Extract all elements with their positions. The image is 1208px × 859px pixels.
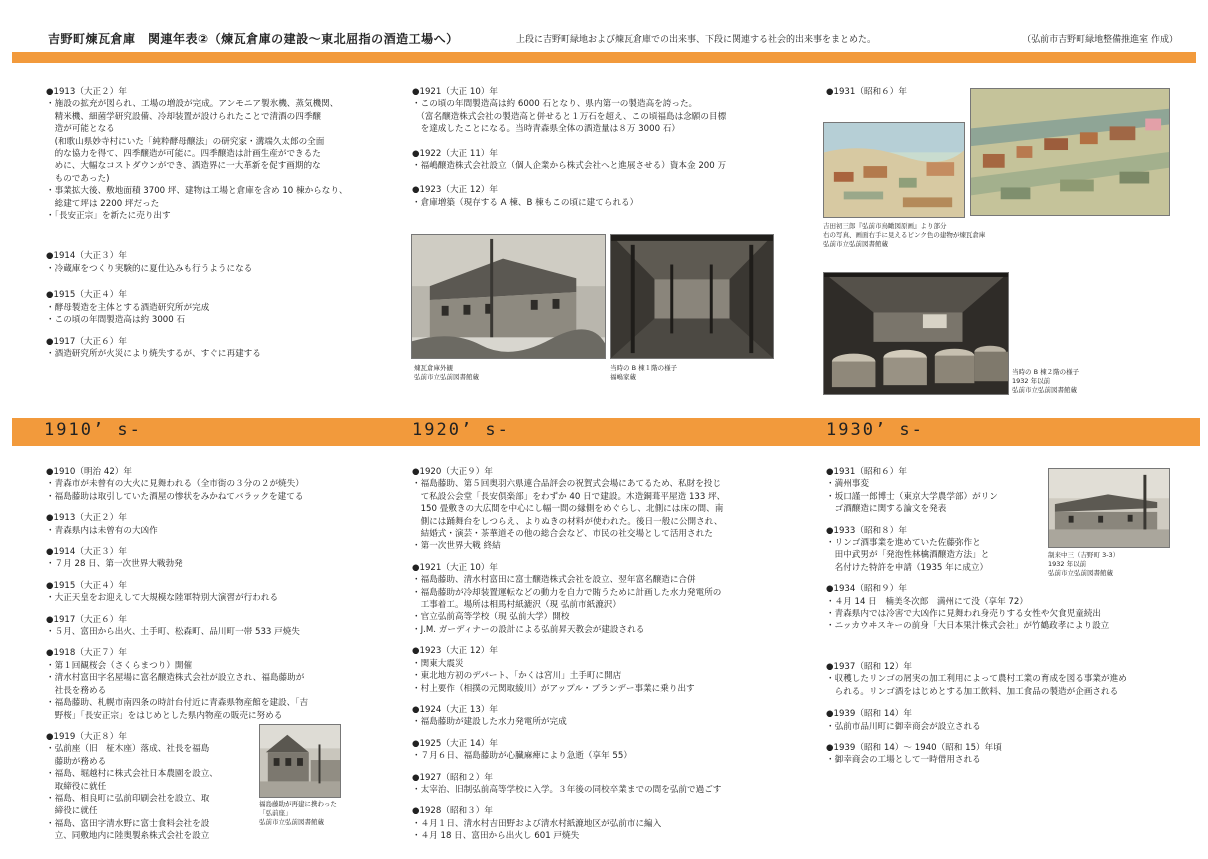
entry-line: ・福島藤助、清水村富田に富士醸造株式会社を設立、翌年富名醸造に合併: [412, 575, 696, 586]
decade-label-1930s: 1930’ s-: [826, 420, 924, 440]
entry-year: ●1913（大正２）年: [46, 513, 127, 524]
hirosakiza-caption: 福島藤助が再建に携わった 「弘前座」 弘前市立弘前図書館蔵: [259, 800, 337, 826]
entry-line: 社長を務める: [46, 685, 107, 696]
entry-year: ●1914（大正３）年: [46, 547, 127, 558]
entry-line: ・弘前市品川町に御幸商会が設立される: [826, 721, 981, 732]
entry-line: ・清水村富田字名屋場に富名醸造株式会社が設立され、福島藤助が: [46, 673, 305, 684]
entry-line: ・施設の拡充が図られ、工場の増設が完成。アンモニア製氷機、蒸気機関、: [46, 99, 339, 110]
entry-line: ・リンゴ酒事業を進めていた佐藤弥作と: [826, 538, 981, 549]
entry-line: （富名醸造株式会社の製造高と併せると１万石を超え、この頃福島は念願の目標: [412, 111, 727, 122]
entry-year: ●1921（大正 10）年: [412, 87, 499, 97]
entry-line: ・第１回観桜会（さくらまつり）開催: [46, 660, 193, 671]
entry-line: ・第一次世界大戦 終結: [412, 541, 501, 552]
entry-year: ●1917（大正６）年: [46, 336, 127, 347]
upper-column-1920s: [412, 86, 797, 218]
entry-year: ●1914（大正３）年: [46, 251, 127, 262]
page-author: （弘前市吉野町緑地整備推進室 作成）: [1022, 35, 1178, 45]
entry-year: ●1939（昭和 14）年: [826, 709, 913, 720]
entry-line: 的な協力を得て、四季醸造が可能に。四季醸造は計画生産ができるた: [46, 149, 321, 160]
b-building-2f-caption: 当時の B 棟２階の様子 1932 年以前 弘前市立弘前図書館蔵: [1012, 368, 1080, 394]
entry-line: 野桜」「長安正宗」をはじめとした県内物産の販売に努める: [46, 710, 283, 721]
entry-year: ●1933（昭和８）年: [826, 525, 907, 536]
page-title: 吉野町煉瓦倉庫 関連年表②（煉瓦倉庫の建設～東北屈指の酒造工場へ）: [48, 32, 459, 46]
entry-line: ・青森県内は未曾有の大凶作: [46, 525, 158, 536]
entry-line: ・太宰治、旧制弘前高等学校に入学。３年後の同校卒業までの間を弘前で過ごす: [412, 784, 722, 795]
timeline-entry: [46, 336, 396, 361]
entry-line: ・「長安正宗」を新たに売り出す: [46, 211, 171, 222]
entry-line: ・５月、富田から出火、土手町、松森町、品川町一帯 533 戸焼失: [46, 627, 300, 638]
entry-line: ・青森県内では冷害で大凶作に見舞われ身売りする女性や欠食児童続出: [826, 609, 1102, 620]
entry-line: ・事業拡大後、敷地面積 3700 坪、建物は工場と倉庫を含め 10 棟からなり、: [46, 186, 348, 197]
timeline-entry: [412, 184, 797, 209]
timeline-entry: [412, 148, 797, 173]
entry-line: ・４月 18 日、富田から出火し 601 戸焼失: [412, 831, 580, 842]
timeline-entry: [826, 661, 1196, 698]
b-building-interior-caption: 当時の B 棟１階の様子 福嶋家蔵: [610, 364, 678, 381]
entry-line: ・冷蔵庫をつくり実験的に夏仕込みも行うようになる: [46, 263, 253, 274]
entry-line: ・官立弘前高等学校（現 弘前大学）開校: [412, 612, 570, 623]
entry-line: 工事着工。場所は相馬村紙漉沢（現 弘前市紙漉沢）: [412, 600, 621, 611]
entry-line: 側には踊舞台をしつらえ、よりぬきの材料が使われた。後日一般に公開され、: [412, 516, 723, 527]
entry-year: ●1928（昭和３）年: [412, 806, 493, 817]
entry-line: ・福島、堀越村に株式会社日本農園を設立、: [46, 769, 218, 780]
timeline-entry: [412, 466, 802, 553]
entry-line: ・J.M. ガーディナーの設計による弘前昇天教会が建設される: [412, 624, 645, 635]
bird-eye-map-right: [970, 88, 1170, 216]
entry-year: ●1937（昭和 12）年: [826, 661, 913, 672]
entry-line: 造が可能となる: [46, 124, 115, 135]
decade-label-1910s: 1910’ s-: [44, 420, 142, 440]
entry-year: ●1918（大正７）年: [46, 648, 127, 659]
timeline-entry: [826, 742, 1196, 767]
upper-column-1910s: [46, 86, 396, 369]
entry-year: ●1923（大正 12）年: [412, 646, 499, 657]
timeline-entry: [46, 546, 396, 571]
entry-line: ・坂口謹一郎博士（東京大学農学部）がリン: [826, 491, 998, 502]
timeline-entry: [46, 250, 396, 275]
entry-line: ・福島、富田字清水野に富士食料会社を設: [46, 818, 210, 829]
entry-line: 総建て坪は 2200 坪だった: [46, 198, 160, 209]
entry-line: (和歌山県妙寺村にいた「純粋酵母醸法」の研究家・溝端久太郎の全面: [46, 136, 325, 147]
timeline-entry: [46, 580, 396, 605]
entry-year: ●1917（大正６）年: [46, 614, 127, 625]
page-header: [48, 28, 1178, 50]
entry-year: ●1925（大正 14）年: [412, 738, 499, 749]
timeline-entry: [412, 704, 802, 729]
entry-year: ●1915（大正４）年: [46, 290, 127, 301]
entry-line: ・満州事変: [826, 479, 869, 490]
entry-line: ・収穫したリンゴの屑実の加工利用によって農村工業の育成を図る事業が進め: [826, 674, 1127, 685]
entry-line: ・酒造研究所が火災により焼失するが、すぐに再建する: [46, 348, 261, 359]
entry-line: 藤助が務める: [46, 756, 107, 767]
entry-line: ・福嶋醸造株式会社設立（個人企業から株式会社へと進展させる）資本金 200 万: [412, 161, 727, 172]
top-accent-bar: [12, 52, 1196, 63]
timeline-entry: [412, 805, 802, 842]
entry-line: 田中武男が「発泡性林檎酒醸造方法」と: [826, 550, 990, 561]
entry-year: ●1922（大正 11）年: [412, 148, 499, 159]
warehouse-1932-photo: [1048, 468, 1170, 548]
entry-line: ・福島藤助が冷却装置運転などの動力を自力で賄うために計画した水力発電所の: [412, 587, 722, 598]
entry-line: ・村上要作（相撲の元関取綾川）がアップル・ブランデー事業に乗り出す: [412, 683, 695, 694]
entry-line: ・４月 14 日 楠美冬次郎 満州にて没（享年 72）: [826, 596, 1028, 607]
entry-year: ●1927（昭和２）年: [412, 772, 493, 783]
entry-line: ・福島藤助は取引していた酒屋の惨状をみかねてバラックを建てる: [46, 491, 304, 502]
entry-line: ・この頃の年間製造高は約 3000 石: [46, 315, 186, 326]
entry-line: ・福島藤助、札幌市南四条の時計台付近に青森県物産館を建設、「吉: [46, 698, 309, 709]
entry-line: 取締役に就任: [46, 781, 107, 792]
entry-line: ・４月１日、清水村吉田野および清水村紙漉地区が弘前市に編入: [412, 818, 662, 829]
b-building-interior-photo: [610, 234, 774, 359]
timeline-entry: [46, 731, 396, 843]
entry-year: ●1934（昭和９）年: [826, 584, 907, 595]
entry-line: て私設公会堂「長安倶楽部」をわずか 40 日で建設。木造銅葺平屋造 133 坪、: [412, 491, 726, 502]
timeline-entry: [412, 645, 802, 695]
entry-line: ・関東大震災: [412, 658, 464, 669]
entry-year: ●1919（大正８）年: [46, 731, 127, 742]
page-subtitle: 上段に吉野町緑地および煉瓦倉庫での出来事、下段に関連する社会的出来事をまとめた。: [516, 35, 877, 45]
entry-line: られる。リンゴ酒をはじめとする加工飲料、加工食品の製造が企画される: [826, 686, 1119, 697]
entry-year: ●1939（昭和 14）～ 1940（昭和 15）年頃: [826, 742, 1002, 753]
bird-eye-map-caption: 吉田初三郎『弘前市鳥瞰図原画』より部分 右の写真、画面右手に見えるピンク色の建物が煉瓦倉庫 弘前市立弘前図書館蔵: [823, 222, 986, 248]
entry-line: ・福島藤助が建設した水力発電所が完成: [412, 717, 567, 728]
entry-line: を達成したことになる。当時青森県全体の酒造量は８万 3000 石）: [412, 124, 680, 135]
timeline-entry: [46, 614, 396, 639]
entry-line: 150 畳敷きの大広間を中心にし幅一間の縁側をめぐらし、北側には床の間、南: [412, 504, 724, 515]
hirosakiza-photo: [259, 724, 341, 798]
entry-line: ・弘前座（旧 柾木座）落成、社長を福島: [46, 744, 210, 755]
entry-year: ●1913（大正２）年: [46, 87, 127, 97]
entry-line: ・大正天皇をお迎えして大規模な陸軍特別大演習が行われる: [46, 593, 279, 604]
entry-year: ●1923（大正 12）年: [412, 185, 499, 196]
timeline-entry: [412, 86, 797, 136]
entry-line: ゴ酒醸造に関する論文を発表: [826, 504, 947, 515]
entry-line: ・青森市が未曾有の大火に見舞われる（全市街の３分の２が焼失）: [46, 479, 304, 490]
decade-label-1920s: 1920’ s-: [412, 420, 510, 440]
entry-line: 締役に就任: [46, 806, 98, 817]
timeline-entry: [46, 512, 396, 537]
timeline-entry: [46, 647, 396, 721]
warehouse-exterior-caption: 煉瓦倉庫外観 弘前市立弘前図書館蔵: [414, 364, 479, 381]
upper-column-1930s: [826, 86, 966, 107]
entry-line: ・福島、相良町に弘前印刷会社を設立、取: [46, 793, 210, 804]
entry-year: ●1910（明治 42）年: [46, 467, 133, 477]
timeline-entry: [826, 708, 1196, 733]
timeline-entry: [46, 86, 396, 222]
entry-line: 立、同敷地内に陸奥製糸株式会社を設立: [46, 831, 210, 842]
timeline-entry: [826, 86, 966, 98]
entry-line: めに、大幅なコストダウンができ、酒造界に一大革新を促す画期的な: [46, 161, 321, 172]
entry-year: ●1915（大正４）年: [46, 580, 127, 591]
entry-line: 精米機、細菌学研究設備、冷却装置が設けられたことで清酒の四季醸: [46, 111, 322, 122]
entry-line: ・東北地方初のデパート、「かくは宮川」土手町に開店: [412, 671, 622, 682]
entry-line: 名付けた特許を申請（1935 年に成立）: [826, 562, 989, 573]
entry-line: ・７月６日、福島藤助が心臓麻痺により急逝（享年 55）: [412, 751, 632, 762]
entry-line: 結婚式・演芸・茶華道その他の総合会など、市民の社交場として活用された: [412, 529, 713, 540]
bird-eye-map-left: [823, 122, 965, 218]
entry-year: ●1920（大正９）年: [412, 467, 493, 477]
entry-year: ●1921（大正 10）年: [412, 562, 499, 573]
warehouse-exterior-photo: [411, 234, 606, 359]
entry-line: ・酵母製造を主体とする酒造研究所が完成: [46, 302, 210, 313]
lower-column-1910s: [46, 466, 396, 852]
entry-line: ・７月 28 日、第一次世界大戦勃発: [46, 559, 183, 570]
entry-line: ・この頃の年間製造高は約 6000 石となり、県内第一の製造高を誇った。: [412, 99, 698, 110]
timeline-entry: [412, 772, 802, 797]
lower-column-1920s: [412, 466, 802, 852]
timeline-entry: [46, 466, 396, 503]
timeline-entry: [46, 289, 396, 326]
entry-year: ●1931（昭和６）年: [826, 467, 907, 477]
entry-year: ●1924（大正 13）年: [412, 704, 499, 715]
entry-line: ・ニッカウヰスキーの前身「大日本果汁株式会社」が竹鶴政孝により設立: [826, 621, 1110, 632]
entry-line: ・倉庫増築（現存する A 棟、B 棟もこの頃に建てられる）: [412, 197, 639, 208]
entry-line: ・福島藤助、第５回奥羽六県連合品評会の祝賀式会場にあてるため、私財を投じ: [412, 479, 722, 490]
timeline-entry: [412, 738, 802, 763]
entry-line: ものであった): [46, 173, 110, 184]
timeline-entry: [826, 583, 1196, 633]
decade-bar: [12, 418, 1200, 446]
b-building-2f-photo: [823, 272, 1009, 395]
entry-year: ●1931（昭和６）年: [826, 87, 907, 97]
warehouse-1932-caption: 制来中三（吉野町 3-3） 1932 年以前 弘前市立弘前図書館蔵: [1048, 551, 1120, 577]
timeline-entry: [412, 562, 802, 636]
entry-line: ・御幸商会の工場として一時借用される: [826, 755, 981, 766]
